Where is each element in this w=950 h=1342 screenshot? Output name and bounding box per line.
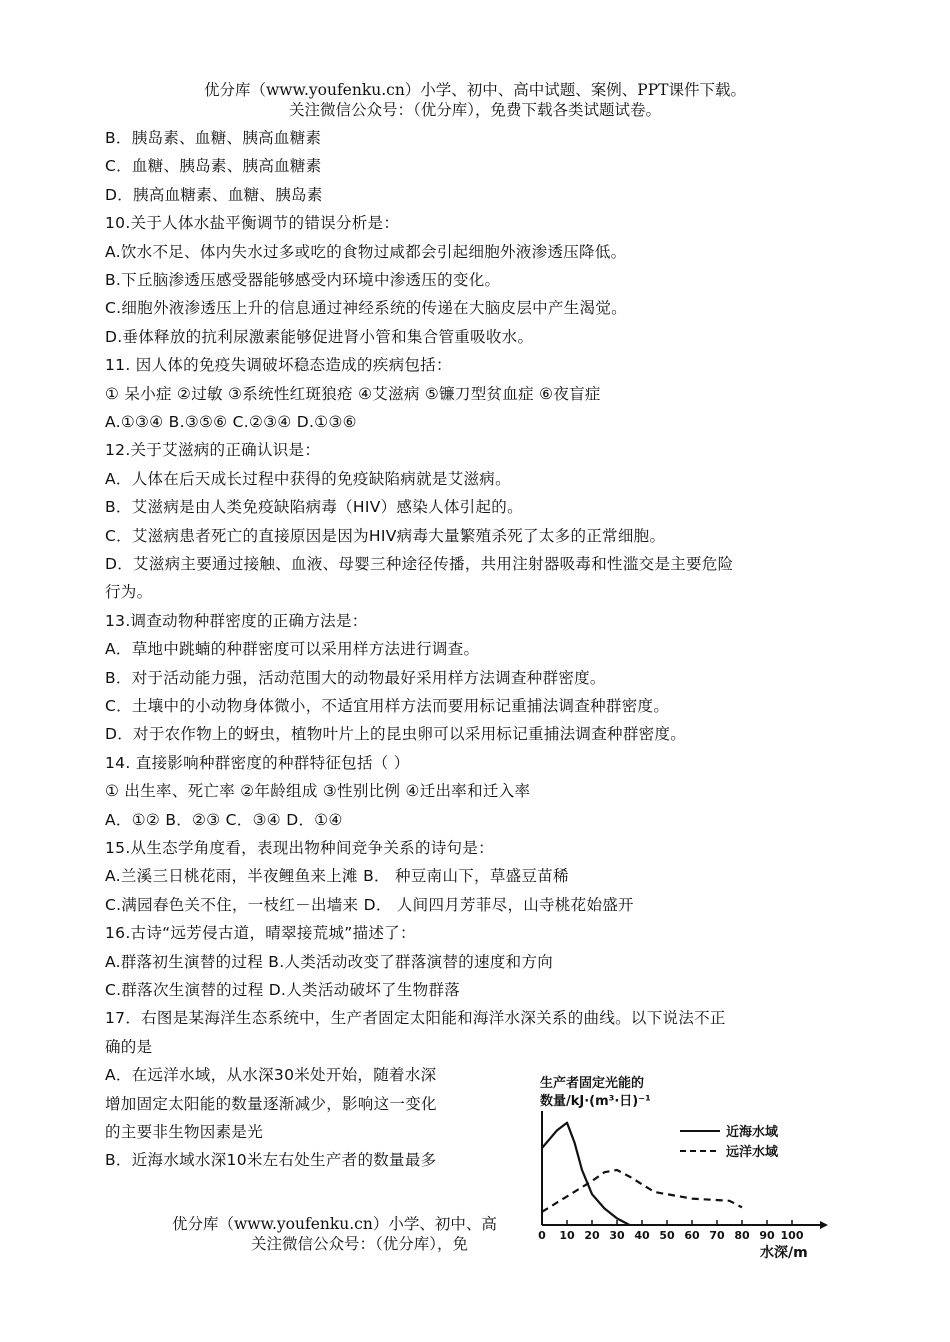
footer-line-1: 优分库（www.youfenku.cn）小学、初中、高	[172, 1215, 497, 1233]
text-line: D．对于农作物上的蚜虫，植物叶片上的昆虫卵可以采用标记重捕法调查种群密度。	[105, 725, 687, 744]
text-line: A.①③④ B.③⑤⑥ C.②③④ D.①③⑥	[105, 413, 357, 431]
chart-x-arrow	[820, 1221, 828, 1229]
text-line: A.饮水不足、体内失水过多或吃的食物过咸都会引起细胞外液渗透压降低。	[105, 242, 627, 261]
text-line: C.满园春色关不住，一枝红－出墙来 D． 人间四月芳菲尽，山寺桃花始盛开	[105, 895, 634, 914]
text-line: A．①② B．②③ C．③④ D．①④	[105, 810, 343, 829]
text-line: 16.古诗“远芳侵古道，晴翠接荒城”描述了：	[105, 924, 416, 943]
text-line: B．近海水域水深10米左右处生产者的数量最多	[105, 1151, 437, 1170]
text-line: C．艾滋病患者死亡的直接原因是因为HIV病毒大量繁殖杀死了太多的正常细胞。	[105, 526, 666, 545]
x-tick-label: 30	[609, 1229, 625, 1242]
text-line: ① 出生率、死亡率 ②年龄组成 ③性别比例 ④迁出率和迁入率	[105, 782, 531, 801]
series-line-0	[542, 1123, 630, 1225]
text-line: A．人体在后天成长过程中获得的免疫缺陷病就是艾滋病。	[105, 469, 511, 488]
footer-line-2: 关注微信公众号：（优分库），免	[251, 1235, 469, 1253]
text-line: 15.从生态学角度看，表现出物种间竞争关系的诗句是：	[105, 839, 494, 857]
text-line: A.群落初生演替的过程 B.人类活动改变了群落演替的速度和方向	[105, 952, 554, 971]
x-tick-label: 50	[659, 1229, 675, 1242]
text-line: B．胰岛素、血糖、胰高血糖素	[105, 129, 322, 147]
text-line: 14. 直接影响种群密度的种群特征包括（ ）	[105, 753, 410, 772]
x-tick-label: 40	[634, 1229, 650, 1242]
series-line-1	[542, 1170, 742, 1212]
text-line: ① 呆小症 ②过敏 ③系统性红斑狼疮 ④艾滋病 ⑤镰刀型贫血症 ⑥夜盲症	[105, 384, 601, 403]
text-line: B．艾滋病是由人类免疫缺陷病毒（HIV）感染人体引起的。	[105, 498, 523, 517]
text-line: 的主要非生物因素是光	[105, 1123, 264, 1141]
text-line: 13.调查动物种群密度的正确方法是：	[105, 611, 368, 630]
text-line: C．土壤中的小动物身体微小，不适宜用样方法而要用标记重捕法调查种群密度。	[105, 697, 670, 715]
text-line: C.细胞外液渗透压上升的信息通过神经系统的传递在大脑皮层中产生渴觉。	[105, 299, 627, 318]
water-depth-energy-chart	[530, 1065, 830, 1265]
chart-ylabel-line1: 生产者固定光能的	[540, 1076, 645, 1091]
text-line: D．胰高血糖素、血糖、胰岛素	[105, 185, 323, 204]
x-tick-label: 100	[780, 1229, 804, 1242]
chart-ylabel-line2: 数量/kJ·(m³·日)⁻¹	[540, 1094, 651, 1109]
text-line: A．草地中跳蝻的种群密度可以采用样方法进行调查。	[105, 640, 480, 659]
legend-label-1: 远洋水域	[726, 1145, 779, 1160]
text-line: 确的是	[105, 1037, 153, 1056]
text-line: 10.关于人体水盐平衡调节的错误分析是：	[105, 214, 400, 233]
x-tick-label: 60	[684, 1229, 700, 1242]
text-line: 12.关于艾滋病的正确认识是：	[105, 441, 321, 460]
x-tick-label: 0	[538, 1229, 546, 1242]
x-tick-label: 90	[759, 1229, 775, 1242]
x-tick-label: 10	[559, 1229, 575, 1242]
text-line: A.兰溪三日桃花雨，半夜鲤鱼来上滩 B． 种豆南山下，草盛豆苗稀	[105, 867, 569, 886]
text-line: 增加固定太阳能的数量逐渐减少，影响这一变化	[105, 1094, 437, 1113]
text-line: B．对于活动能力强，活动范围大的动物最好采用样方法调查种群密度。	[105, 668, 606, 687]
x-tick-label: 80	[734, 1229, 750, 1242]
text-line: C.群落次生演替的过程 D.人类活动破坏了生物群落	[105, 981, 461, 999]
text-line: 行为。	[105, 583, 153, 602]
header-line-2: 关注微信公众号：（优分库），免费下载各类试题试卷。	[288, 101, 661, 119]
chart-xlabel: 水深/m	[760, 1245, 808, 1261]
x-tick-label: 70	[709, 1229, 725, 1242]
text-line: D.垂体释放的抗利尿激素能够促进肾小管和集合管重吸收水。	[105, 327, 534, 346]
x-tick-label: 20	[584, 1229, 600, 1242]
header-line-1: 优分库（www.youfenku.cn）小学、初中、高中试题、案例、PPT课件下载。	[203, 81, 747, 99]
text-line: 11. 因人体的免疫失调破坏稳态造成的疾病包括：	[105, 356, 452, 375]
text-line: A．在远洋水域，从水深30米处开始，随着水深	[105, 1066, 437, 1085]
text-line: D．艾滋病主要通过接触、血液、母婴三种途径传播，共用注射器吸毒和性滥交是主要危险	[105, 555, 734, 573]
legend-label-0: 近海水域	[726, 1125, 779, 1140]
text-line: C．血糖、胰岛素、胰高血糖素	[105, 157, 322, 176]
text-line: 17．右图是某海洋生态系统中，生产者固定太阳能和海洋水深关系的曲线。以下说法不正	[105, 1009, 726, 1028]
text-line: B.下丘脑渗透压感受器能够感受内环境中渗透压的变化。	[105, 271, 501, 289]
